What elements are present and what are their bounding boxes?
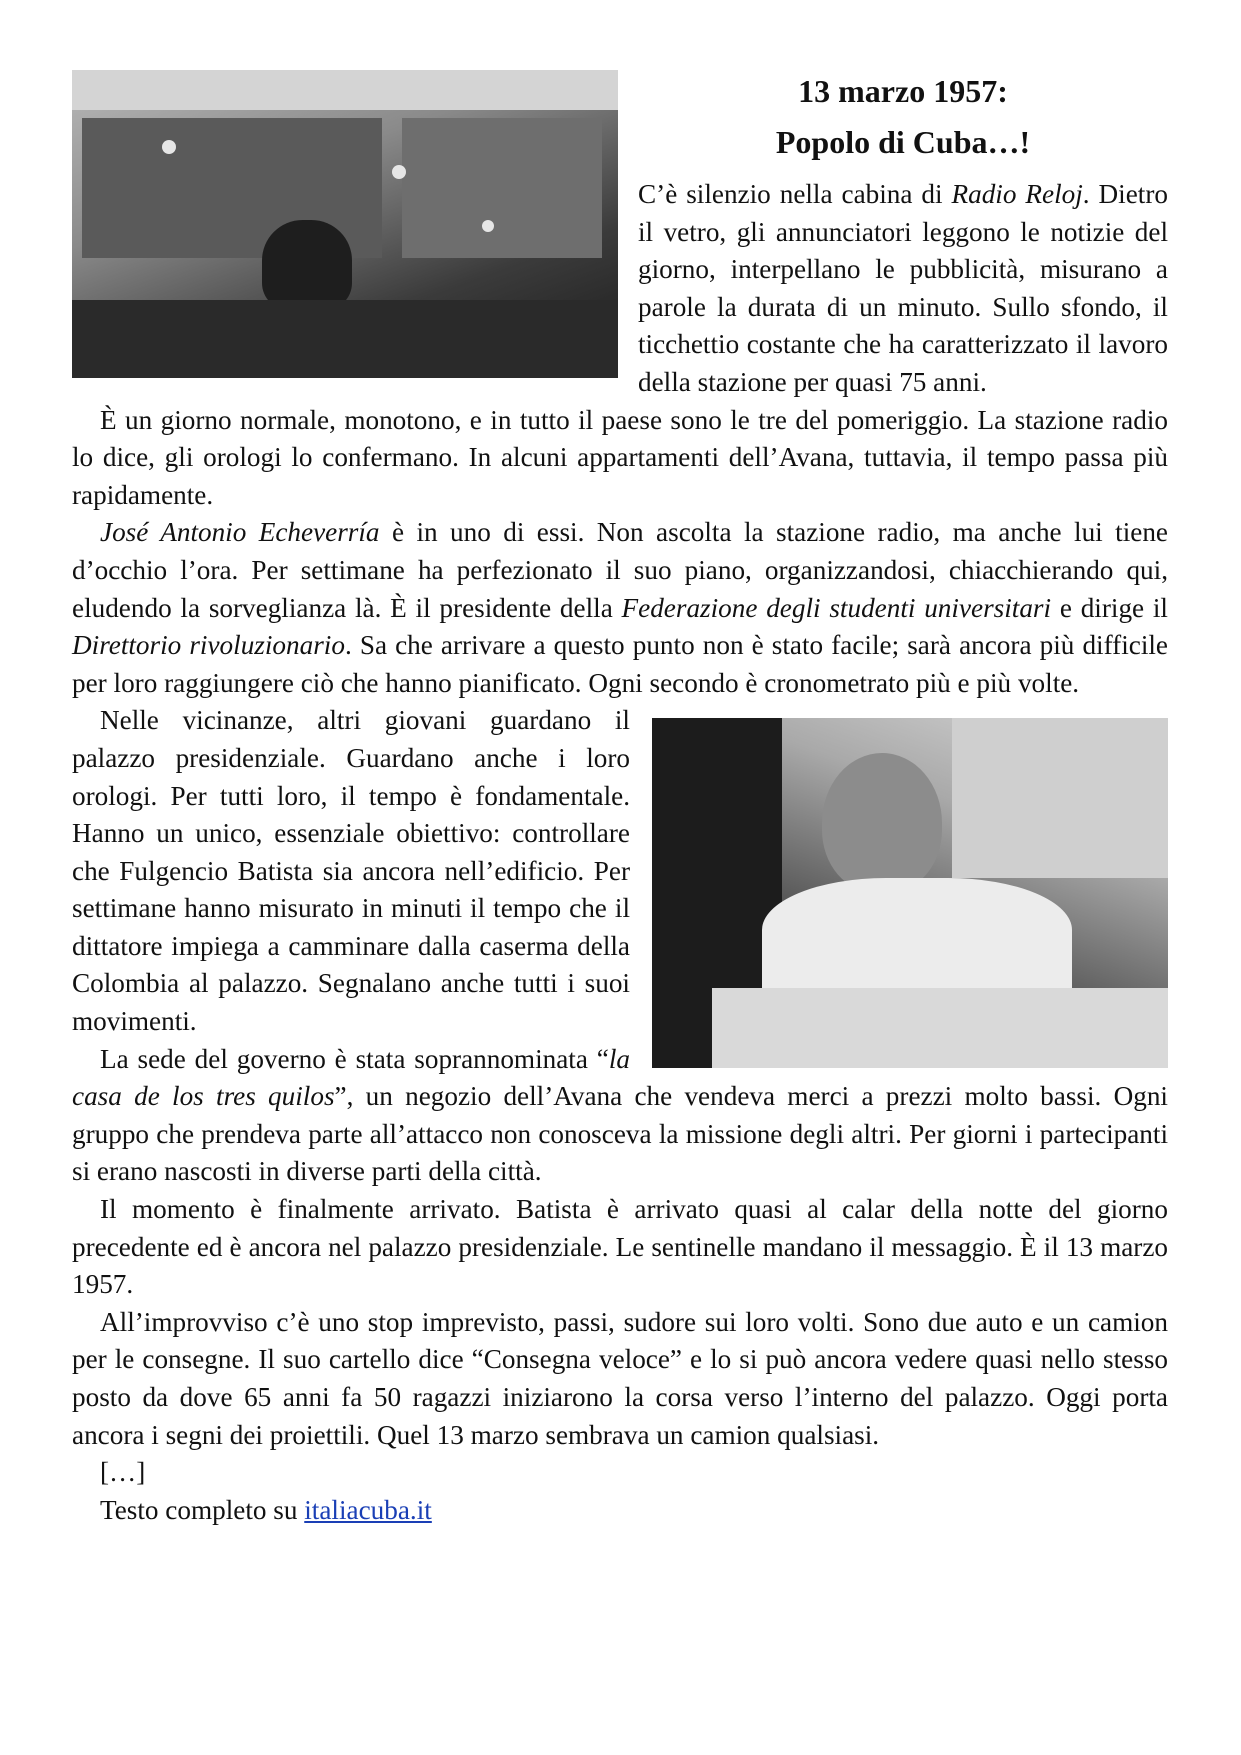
p3-text-b: è in uno di essi. Non ascolta la stazione radio, ma anche lui tiene d’occhio l’ora. Per settimane ha perfezionato il suo piano, organizzandosi, chiacchierando qui, eludendo la sorveglianza là. È il presidente della — [72, 517, 1168, 623]
p1-text-a: C’è silenzio nella cabina di — [638, 179, 952, 209]
title-line-1: 13 marzo 1957: — [798, 73, 1008, 109]
footer-line — [72, 1492, 1168, 1530]
p3-text-f: . Sa che arrivare a questo punto non è stato facile; sarà ancora più difficile per loro raggiungere ciò che hanno pianificato. Ogni secondo è cronometrato più e più volte. — [72, 630, 1168, 698]
casa-tres-quilos: la casa de los tres quilos — [72, 1043, 630, 1112]
article — [72, 66, 1168, 1529]
p1-text-c: . Dietro il vetro, gli annunciatori leggono le notizie del giorno, interpellano le pubblicità, misurano a parole la durata di un minuto. Sullo sfondo, il ticchettio costante che ha caratterizzato il lavoro della stazione per quasi 75 anni. — [638, 179, 1168, 397]
young-man-at-desk-photo — [652, 718, 1168, 1068]
paragraph-7: All’improvviso c’è uno stop imprevisto, passi, sudore sui loro volti. Sono due auto e un camion per le consegne. Il suo cartello dice “Consegna veloce” e lo si può ancora vedere quasi nello stesso posto da dove 65 anni fa 50 ragazzi iniziarono la corsa verso l’interno del palazzo. Oggi porta ancora i segni dei proiettili. Quel 13 marzo sembrava un camion qualsiasi. — [72, 1306, 1168, 1450]
echeverria-name: José Antonio Echeverría — [100, 517, 380, 548]
footer-prefix: Testo completo su — [100, 1494, 305, 1525]
title-line-2: Popolo di Cuba…! — [775, 124, 1031, 160]
radio-studio-photo — [72, 70, 618, 378]
direttorio-name: Direttorio rivoluzionario — [72, 630, 345, 661]
radio-reloj-name: Radio Reloj — [951, 179, 1083, 209]
p5-text-a: La sede del governo è stata soprannominata “ — [100, 1043, 609, 1074]
ellipsis-line: […] — [100, 1457, 146, 1488]
p5-text-c: ”, un negozio dell’Avana che vendeva merci a prezzi molto bassi. Ogni gruppo che prendeva parte all’attacco non conosceva la missione degli altri. Per giorni i partecipanti si erano nascosti in diverse parti della città. — [72, 1081, 1168, 1187]
p3-text-d: e dirige il — [1051, 592, 1168, 623]
paragraph-6: Il momento è finalmente arrivato. Batista è arrivato quasi al calar della notte del giorno precedente ed è ancora nel palazzo presidenziale. Le sentinelle mandano il messaggio. È il 13 marzo 1957. — [72, 1194, 1168, 1300]
source-link[interactable]: italiacuba.it — [304, 1494, 432, 1525]
paragraph-2: È un giorno normale, monotono, e in tutto il paese sono le tre del pomeriggio. La stazione radio lo dice, gli orologi lo confermano. In alcuni appartamenti dell’Avana, tuttavia, il tempo passa più rapidamente. — [72, 404, 1168, 510]
paragraph-3 — [72, 514, 1168, 702]
paragraph-4: Nelle vicinanze, altri giovani guardano il palazzo presidenziale. Guardano anche i loro orologi. Per tutti loro, il tempo è fondamentale. Hanno un unico, essenziale obiettivo: controllare che Fulgencio Batista sia ancora nell’edificio. Per settimane hanno misurato in minuti il tempo che il dittatore impiega a camminare dalla caserma della Colombia al palazzo. Segnalano anche tutti i suoi movimenti. — [72, 705, 630, 1037]
federazione-name: Federazione degli studenti universitari — [621, 592, 1052, 623]
